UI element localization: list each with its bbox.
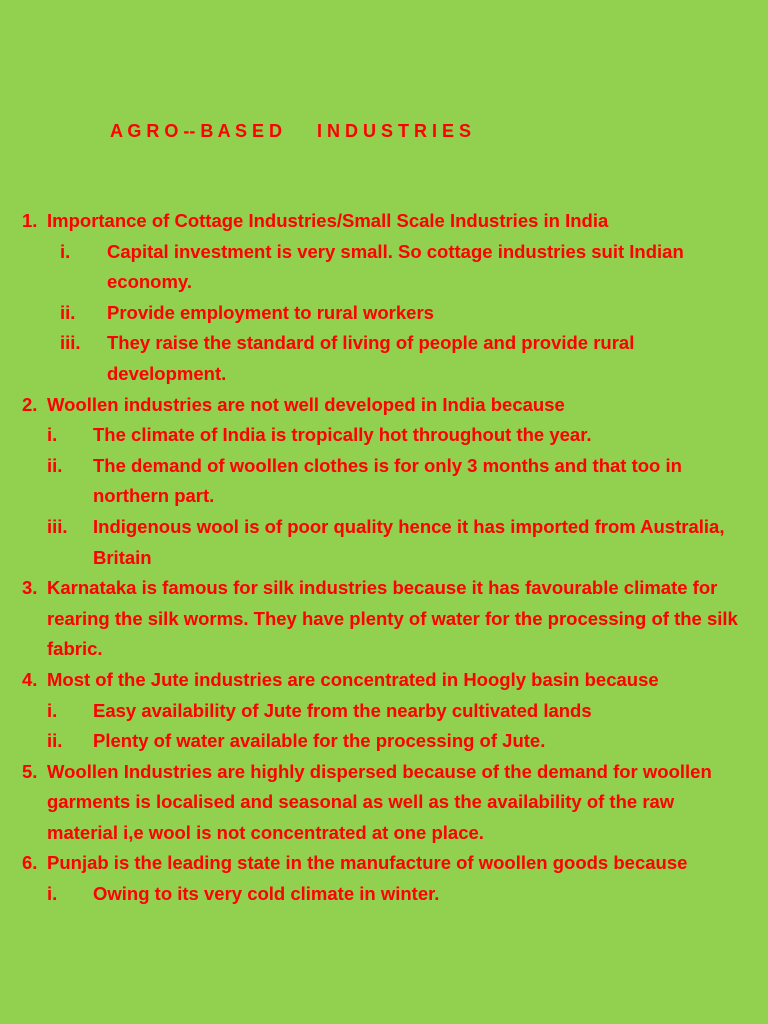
sub-point-number: ii. bbox=[47, 454, 63, 476]
sub-point-number: iii. bbox=[47, 515, 68, 537]
sub-point-number: i. bbox=[47, 699, 58, 721]
sub-point-text: Indigenous wool is of poor quality hence it has imported from Australia, Britain bbox=[93, 515, 725, 568]
point-text: Most of the Jute industries are concentrated in Hoogly basin because bbox=[47, 668, 659, 690]
sub-point-text: The climate of India is tropically hot throughout the year. bbox=[93, 424, 592, 446]
point-5 bbox=[0, 757, 768, 849]
sub-point-text: They raise the standard of living of people and provide rural development. bbox=[107, 332, 635, 384]
sub-point bbox=[0, 451, 768, 512]
sub-point-number: i. bbox=[47, 883, 58, 905]
sub-point-text: Easy availability of Jute from the nearby cultivated lands bbox=[93, 699, 592, 721]
page-title: A G R O -- B A S E D I N D U S T R I E S bbox=[110, 121, 472, 141]
point-number: 6. bbox=[22, 852, 38, 874]
sub-point-text: Capital investment is very small. So cottage industries suit Indian economy. bbox=[107, 240, 684, 293]
sub-point-text: Owing to its very cold climate in winter. bbox=[93, 883, 440, 905]
sub-point-text: Provide employment to rural workers bbox=[107, 301, 434, 323]
sub-point-text: Plenty of water available for the processing of Jute. bbox=[93, 730, 546, 752]
point-number: 2. bbox=[22, 393, 38, 415]
point-number: 1. bbox=[22, 210, 38, 231]
sub-point-number: i. bbox=[60, 240, 71, 262]
point-text: Woollen Industries are highly dispersed because of the demand for woollen garments is localised and seasonal as well as the availability of the raw material i,e wool is not concentrated at one place. bbox=[47, 760, 712, 843]
point-1 bbox=[0, 206, 768, 237]
point-2 bbox=[0, 390, 768, 421]
sub-point bbox=[0, 879, 768, 910]
sub-point bbox=[0, 420, 768, 451]
sub-point-text: The demand of woollen clothes is for only 3 months and that too in northern part. bbox=[93, 454, 682, 507]
point-6 bbox=[0, 848, 768, 879]
point-text: Woollen industries are not well developed in India because bbox=[47, 393, 565, 415]
sub-point bbox=[0, 696, 768, 727]
point-number: 3. bbox=[22, 577, 38, 599]
sub-point bbox=[0, 298, 768, 329]
sub-point bbox=[0, 726, 768, 757]
sub-point-number: i. bbox=[47, 424, 58, 446]
sub-point bbox=[0, 328, 768, 389]
point-number: 4. bbox=[22, 668, 38, 690]
document-body bbox=[0, 206, 768, 910]
sub-point-number: iii. bbox=[60, 332, 81, 354]
sub-point-number: ii. bbox=[47, 730, 63, 752]
point-text: Importance of Cottage Industries/Small Scale Industries in India bbox=[47, 210, 609, 231]
point-3 bbox=[0, 573, 768, 665]
sub-point bbox=[0, 237, 768, 298]
sub-point-number: ii. bbox=[60, 301, 76, 323]
point-number: 5. bbox=[22, 760, 38, 782]
point-text: Punjab is the leading state in the manufacture of woollen goods because bbox=[47, 852, 688, 874]
point-text: Karnataka is famous for silk industries because it has favourable climate for rearing the silk worms. They have plenty of water for the processing of the silk fabric. bbox=[47, 577, 738, 660]
sub-point bbox=[0, 512, 768, 573]
point-4 bbox=[0, 665, 768, 696]
